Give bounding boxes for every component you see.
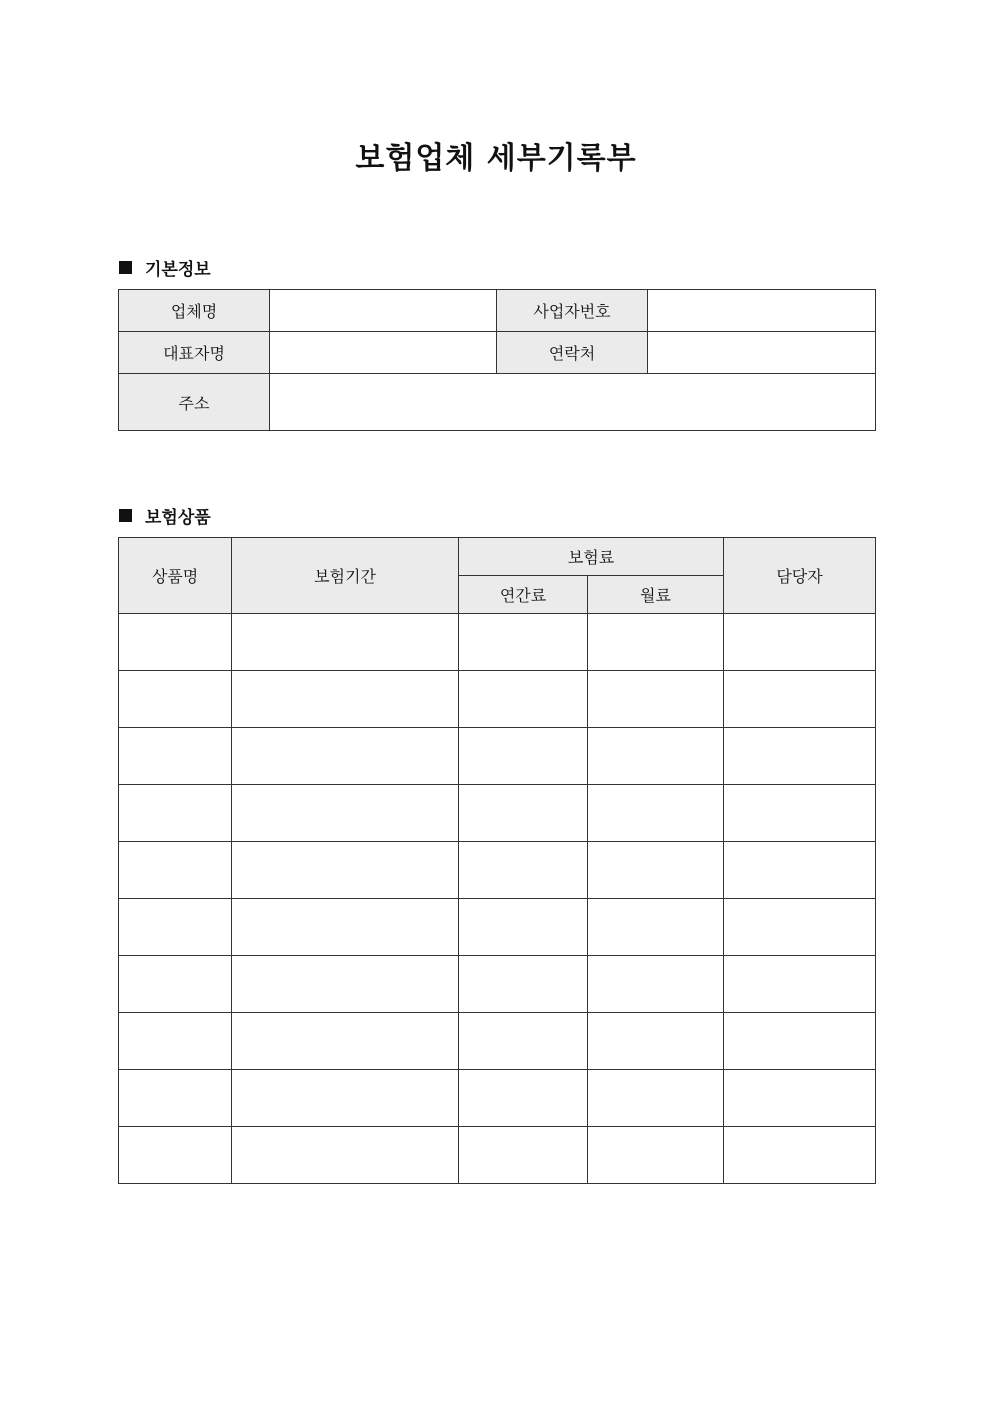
annual-cell[interactable] xyxy=(459,956,588,1013)
col-header-period: 보험기간 xyxy=(232,538,459,614)
monthly-cell[interactable] xyxy=(588,1127,724,1184)
company-name-field[interactable] xyxy=(270,290,497,332)
monthly-cell[interactable] xyxy=(588,671,724,728)
table-row xyxy=(119,956,876,1013)
product-name-cell[interactable] xyxy=(119,842,232,899)
annual-cell[interactable] xyxy=(459,1127,588,1184)
basic-info-heading-text: 기본정보 xyxy=(145,260,211,280)
col-header-annual: 연간료 xyxy=(459,576,588,614)
manager-cell[interactable] xyxy=(724,614,876,671)
product-name-cell[interactable] xyxy=(119,956,232,1013)
period-cell[interactable] xyxy=(232,1127,459,1184)
table-row xyxy=(119,671,876,728)
period-cell[interactable] xyxy=(232,842,459,899)
representative-field[interactable] xyxy=(270,332,497,374)
manager-cell[interactable] xyxy=(724,671,876,728)
period-cell[interactable] xyxy=(232,1070,459,1127)
address-field[interactable] xyxy=(270,374,876,431)
annual-cell[interactable] xyxy=(459,899,588,956)
table-row xyxy=(119,1013,876,1070)
address-label: 주소 xyxy=(119,374,270,431)
product-name-cell[interactable] xyxy=(119,671,232,728)
manager-cell[interactable] xyxy=(724,956,876,1013)
company-name-label: 업체명 xyxy=(119,290,270,332)
annual-cell[interactable] xyxy=(459,1070,588,1127)
black-square-icon xyxy=(119,509,132,522)
manager-cell[interactable] xyxy=(724,1070,876,1127)
monthly-cell[interactable] xyxy=(588,614,724,671)
annual-cell[interactable] xyxy=(459,728,588,785)
black-square-icon xyxy=(119,261,132,274)
product-name-cell[interactable] xyxy=(119,899,232,956)
period-cell[interactable] xyxy=(232,728,459,785)
table-row xyxy=(119,1127,876,1184)
product-name-cell[interactable] xyxy=(119,785,232,842)
product-name-cell[interactable] xyxy=(119,1127,232,1184)
business-number-label: 사업자번호 xyxy=(497,290,648,332)
product-name-cell[interactable] xyxy=(119,728,232,785)
products-table xyxy=(118,537,876,1184)
product-name-cell[interactable] xyxy=(119,1013,232,1070)
product-name-cell[interactable] xyxy=(119,1070,232,1127)
product-name-cell[interactable] xyxy=(119,614,232,671)
monthly-cell[interactable] xyxy=(588,1070,724,1127)
basic-info-heading xyxy=(119,255,211,280)
col-header-product-name: 상품명 xyxy=(119,538,232,614)
products-heading-text: 보험상품 xyxy=(145,508,211,528)
table-row xyxy=(119,842,876,899)
col-header-premium: 보험료 xyxy=(459,538,724,576)
table-row xyxy=(119,1070,876,1127)
monthly-cell[interactable] xyxy=(588,785,724,842)
table-row xyxy=(119,728,876,785)
period-cell[interactable] xyxy=(232,899,459,956)
annual-cell[interactable] xyxy=(459,614,588,671)
table-row xyxy=(119,785,876,842)
annual-cell[interactable] xyxy=(459,785,588,842)
period-cell[interactable] xyxy=(232,1013,459,1070)
manager-cell[interactable] xyxy=(724,842,876,899)
period-cell[interactable] xyxy=(232,614,459,671)
business-number-field[interactable] xyxy=(648,290,876,332)
period-cell[interactable] xyxy=(232,956,459,1013)
monthly-cell[interactable] xyxy=(588,956,724,1013)
annual-cell[interactable] xyxy=(459,842,588,899)
col-header-manager: 담당자 xyxy=(724,538,876,614)
manager-cell[interactable] xyxy=(724,1127,876,1184)
document-title: 보험업체 세부기록부 xyxy=(355,141,637,176)
monthly-cell[interactable] xyxy=(588,842,724,899)
contact-field[interactable] xyxy=(648,332,876,374)
monthly-cell[interactable] xyxy=(588,1013,724,1070)
annual-cell[interactable] xyxy=(459,671,588,728)
manager-cell[interactable] xyxy=(724,899,876,956)
table-row xyxy=(119,899,876,956)
products-heading xyxy=(119,503,211,528)
period-cell[interactable] xyxy=(232,785,459,842)
annual-cell[interactable] xyxy=(459,1013,588,1070)
manager-cell[interactable] xyxy=(724,728,876,785)
table-row xyxy=(119,614,876,671)
manager-cell[interactable] xyxy=(724,785,876,842)
manager-cell[interactable] xyxy=(724,1013,876,1070)
contact-label: 연락처 xyxy=(497,332,648,374)
col-header-monthly: 월료 xyxy=(588,576,724,614)
period-cell[interactable] xyxy=(232,671,459,728)
monthly-cell[interactable] xyxy=(588,899,724,956)
representative-label: 대표자명 xyxy=(119,332,270,374)
monthly-cell[interactable] xyxy=(588,728,724,785)
basic-info-table xyxy=(118,289,876,431)
